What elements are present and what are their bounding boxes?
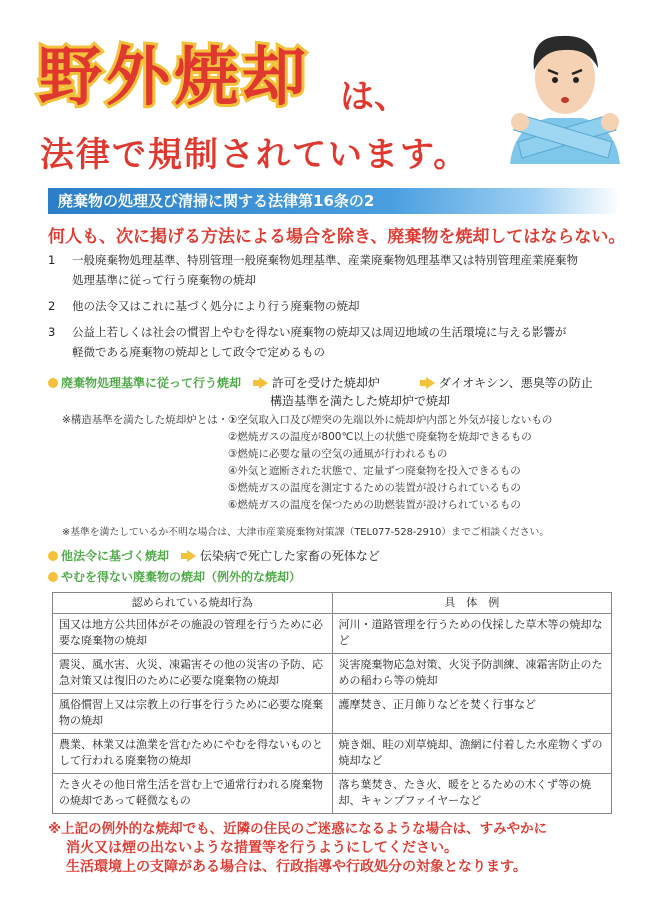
criteria-intro: ※構造基準を満たした焼却炉とは・・・ [62, 414, 250, 426]
title-particle: は、 [340, 77, 408, 117]
standard-result-2: ダイオキシン、悪臭等の防止 [438, 376, 593, 390]
standard-label: 廃棄物処理基準に従って行う焼却 [61, 376, 242, 390]
standard-result-1: 許可を受けた焼却炉 [271, 376, 380, 390]
criteria-item: ⑥燃焼ガスの温度を保つための助燃装置が設けられているもの [228, 499, 521, 511]
table-header: 具 体 例 [332, 593, 612, 614]
table-cell: 災害廃棄物応急対策、火災予防訓練、凍霜害防止のための稲わら等の焼却 [332, 654, 612, 694]
table-cell: 農業、林業又は漁業を営むためにやむを得ないものとして行われる廃棄物の焼却 [53, 734, 333, 774]
criteria-item: ⑤燃焼ガスの温度を測定するための装置が設けられているもの [228, 482, 521, 494]
criteria-item: ①空気取入口及び煙突の先端以外に焼却炉内部と外気が接しないもの [228, 414, 553, 426]
arrow-right-icon [259, 377, 268, 389]
rule-number: 1 [48, 253, 56, 267]
rule-text: 他の法令又はこれに基づく処分により行う廃棄物の焼却 [72, 299, 360, 313]
exception-label: やむを得ない廃棄物の焼却（例外的な焼却） [61, 570, 302, 584]
arrow-right-icon [426, 377, 435, 389]
exception-table [52, 592, 612, 814]
rule-text: 公益上若しくは社会の慣習上やむを得ない廃棄物の焼却又は周辺地域の生活環境に与える影響が [72, 325, 567, 339]
criteria-list [228, 412, 552, 514]
table-cell: 震災、風水害、火災、凍霜害その他の災害の予防、応急対策又は復旧のために必要な廃棄物の焼却 [53, 654, 333, 694]
rule-number: 3 [48, 325, 56, 339]
page-title: 野外焼却 [38, 41, 310, 115]
table-cell: 河川・道路管理を行うための伐採した草木等の焼却など [332, 614, 612, 654]
criteria-item: ②燃焼ガスの温度が800℃以上の状態で廃棄物を焼却できるもの [228, 431, 532, 443]
law-banner: 廃棄物の処理及び清掃に関する法律第16条の2 [48, 188, 620, 214]
footer-line: 生活環境上の支障がある場合は、行政指導や行政処分の対象となります。 [66, 859, 527, 875]
rule-heading: 何人も、次に掲げる方法による場合を除き、廃棄物を焼却してはならない。 [48, 227, 626, 247]
bullet-icon [48, 572, 58, 582]
criteria-item: ④外気と遮断された状態で、定量ずつ廃棄物を投入できるもの [228, 465, 521, 477]
table-header-row [53, 593, 612, 614]
table-header: 認められている焼却行為 [53, 593, 333, 614]
boy-crossed-arms-icon [500, 14, 630, 164]
table-cell: 国又は地方公共団体がその施設の管理を行うために必要な廃棄物の焼却 [53, 614, 333, 654]
other-law-section [48, 547, 380, 564]
standard-result-1b: 構造基準を満たした焼却炉で焼却 [270, 394, 451, 408]
footer-line: 消火又は煙の出ないような措置等を行うようにしてください。 [66, 840, 458, 856]
rule-text: 処理基準に従って行う廃棄物の焼却 [72, 273, 256, 287]
rule-text: 一般廃棄物処理基準、特別管理一般廃棄物処理基準、産業廃棄物処理基準又は特別管理産業廃棄物 [72, 253, 578, 267]
table-row [53, 774, 612, 814]
table-row [53, 694, 612, 734]
standard-section [48, 374, 628, 409]
footer-warning [48, 820, 628, 877]
table-row [53, 734, 612, 774]
table-cell: たき火その他日常生活を営む上で通常行われる廃棄物の焼却であって軽微なもの [53, 774, 333, 814]
arrow-right-icon [187, 550, 196, 562]
other-law-result: 伝染病で死亡した家畜の死体など [199, 549, 380, 563]
rule-text: 軽微である廃棄物の焼却として政令で定めるもの [72, 345, 325, 359]
bullet-icon [48, 378, 58, 388]
exception-heading [48, 568, 301, 585]
rule-number: 2 [48, 299, 56, 313]
rule-item [48, 296, 628, 316]
table-cell: 焼き畑、畦の刈草焼却、漁網に付着した水産物くずの焼却など [332, 734, 612, 774]
bullet-icon [48, 551, 58, 561]
page-subtitle: 法律で規制されています。 [40, 135, 470, 175]
table-row [53, 654, 612, 694]
criteria-note: ※基準を満たしているか不明な場合は、大津市産業廃棄物対策課（TEL077-528-2910）までご相談ください。 [62, 527, 550, 538]
rules-list [48, 250, 628, 362]
criteria-item: ③燃焼に必要な量の空気の通風が行われるもの [228, 448, 448, 460]
rule-item [48, 322, 628, 362]
rule-item [48, 250, 628, 290]
table-cell: 落ち葉焚き、たき火、暖をとるための木くず等の焼却、キャンプファイヤーなど [332, 774, 612, 814]
footer-line: ※上記の例外的な焼却でも、近隣の住民のご迷惑になるような場合は、すみやかに [48, 821, 548, 837]
table-cell: 風俗慣習上又は宗教上の行事を行うために必要な廃棄物の焼却 [53, 694, 333, 734]
table-row [53, 614, 612, 654]
other-law-label: 他法令に基づく焼却 [61, 549, 170, 563]
table-cell: 護摩焚き、正月飾りなどを焚く行事など [332, 694, 612, 734]
